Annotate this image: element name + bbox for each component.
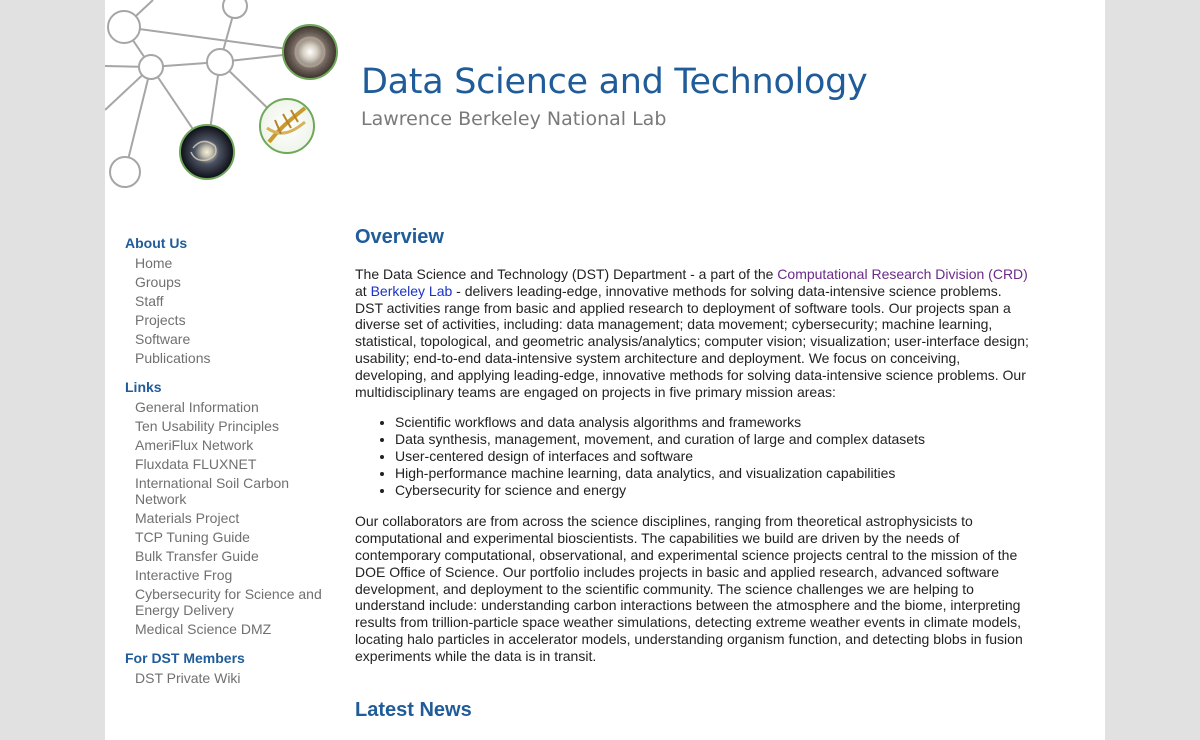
- nav-link-general-information[interactable]: General Information: [135, 399, 259, 415]
- nav-link-projects[interactable]: Projects: [135, 312, 186, 328]
- sidebar: [125, 234, 340, 698]
- nav-link-home[interactable]: Home: [135, 255, 173, 271]
- nav-link-bulk-transfer-guide[interactable]: Bulk Transfer Guide: [135, 548, 259, 564]
- overview-intro-text: The Data Science and Technology (DST) Department - a part of the: [355, 266, 778, 282]
- nav-list-links: [125, 399, 340, 637]
- nav-list-about-us: [125, 255, 340, 366]
- nav-link-staff[interactable]: Staff: [135, 293, 164, 309]
- overview-paragraph: [355, 266, 1033, 400]
- mission-area-item: • High-performance machine learning, data analytics, and visualization capabilities: [395, 465, 1033, 482]
- nav-heading-links: Links: [125, 379, 162, 395]
- nav-link-fluxdata-fluxnet[interactable]: Fluxdata FLUXNET: [135, 456, 257, 472]
- nav-link-tcp-tuning-guide[interactable]: TCP Tuning Guide: [135, 529, 250, 545]
- nav-link-groups[interactable]: Groups: [135, 274, 181, 290]
- berkeley-lab-link[interactable]: Berkeley Lab: [370, 282, 453, 299]
- nav-link-software[interactable]: Software: [135, 331, 191, 347]
- latest-news-heading: Latest News: [355, 698, 472, 721]
- mission-area-item: • Data synthesis, management, movement, and curation of large and complex datasets: [395, 431, 1033, 448]
- nav-link-publications[interactable]: Publications: [135, 350, 211, 366]
- nav-heading-about-us: About Us: [125, 235, 188, 251]
- site-title: Data Science and Technology: [361, 62, 868, 102]
- mission-areas-list: [355, 414, 1033, 498]
- crd-link[interactable]: Computational Research Division (CRD): [777, 266, 1028, 282]
- site-subtitle: Lawrence Berkeley National Lab: [361, 108, 667, 130]
- overview-heading: Overview: [355, 226, 444, 248]
- nav-list-dst-members: [125, 670, 340, 686]
- main-content: [355, 224, 1033, 723]
- nav-link-interactive-frog[interactable]: Interactive Frog: [135, 567, 233, 583]
- nav-link-ameriflux-network[interactable]: AmeriFlux Network: [135, 437, 254, 453]
- nav-heading-dst-members: For DST Members: [125, 650, 245, 666]
- nav-link-international-soil-carbon-network[interactable]: International Soil Carbon Network: [135, 475, 290, 507]
- nav-link-dst-private-wiki[interactable]: DST Private Wiki: [135, 670, 241, 686]
- overview-between-text: at: [355, 282, 371, 299]
- overview-rest-text: - delivers leading-edge, innovative methods for solving data-intensive science problems. DST activities range from basic and applied research to deployment of software tools. Our projects span a diverse set of activities, including: data management; data movement; cybersecurity; machine learning, statistical, topological, and geometric analysis/analytics; computer vision; visualization; user-interface design; usability; end-to-end data-intensive system architecture and deployment. We focus on conceiving, developing, and applying leading-edge, innovative methods for solving data-intensive science problems. Our multidisciplinary teams are engaged on projects in five primary mission areas:: [355, 282, 1029, 400]
- mission-area-item: • Scientific workflows and data analysis algorithms and frameworks: [395, 414, 1033, 431]
- mission-area-item: • User-centered design of interfaces and software: [395, 448, 1033, 465]
- page: [105, 0, 1105, 740]
- nav-link-cybersecurity-energy-delivery[interactable]: Cybersecurity for Science and Energy Delivery: [135, 586, 322, 618]
- nav-link-medical-science-dmz[interactable]: Medical Science DMZ: [135, 621, 272, 637]
- mission-area-item: • Cybersecurity for science and energy: [395, 482, 1033, 499]
- nav-link-ten-usability-principles[interactable]: Ten Usability Principles: [135, 418, 279, 434]
- collaborators-paragraph: Our collaborators are from across the science disciplines, ranging from theoretical astrophysicists to computational and experimental bioscientists. The capabilities we build are driven by the needs of contemporary computational, observational, and experimental science projects central to the mission of the DOE Office of Science. Our portfolio includes projects in basic and applied research, advanced software development, and deployment to the scientific community. The science challenges we are helping to understand include: understanding carbon interactions between the atmosphere and the biome, interpreting results from trillion-particle space weather simulations, detecting extreme weather events in climate models, locating halo particles in accelerator models, understanding organism function, and detecting blobs in fusion experiments while the data is in transit.: [355, 513, 1023, 664]
- nav-link-materials-project[interactable]: Materials Project: [135, 510, 240, 526]
- network-logo-graphic: [105, 0, 345, 200]
